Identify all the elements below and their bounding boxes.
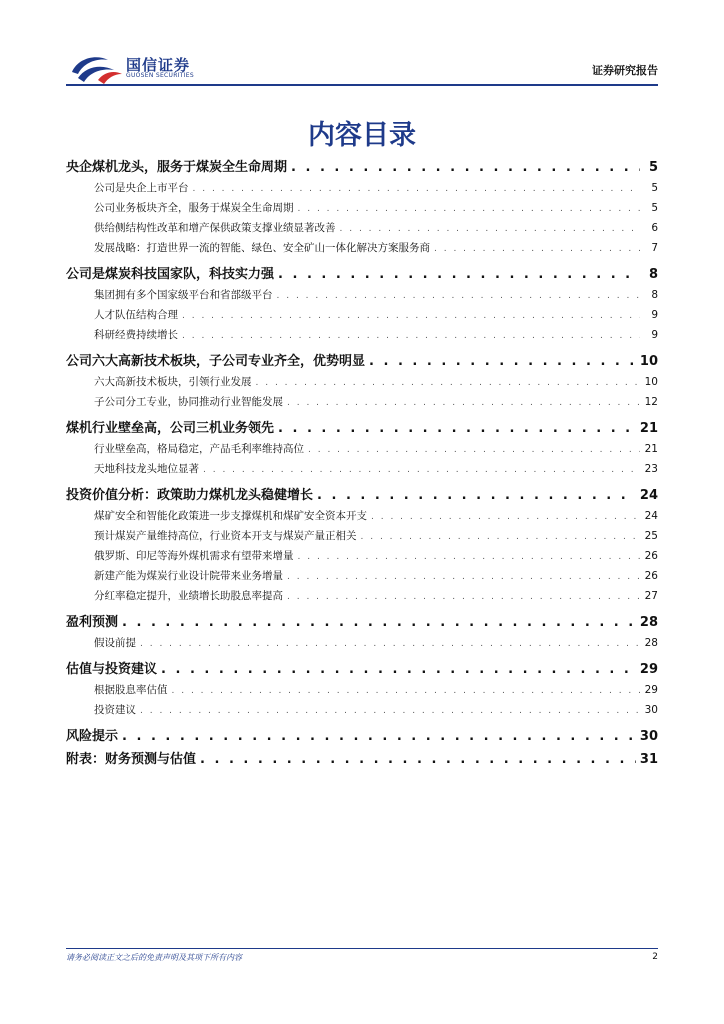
toc-entry-title: 估值与投资建议 <box>66 662 158 677</box>
page-header <box>66 50 658 84</box>
toc-entry-page: 9 <box>651 329 658 341</box>
toc-entry-page: 28 <box>639 615 658 630</box>
toc-dot-leader <box>278 421 636 436</box>
toc-entry[interactable] <box>66 528 658 543</box>
toc-dot-leader <box>308 445 640 455</box>
toc-dot-leader <box>278 267 640 282</box>
toc-entry-page: 8 <box>651 289 658 301</box>
toc-entry-page: 9 <box>651 309 658 321</box>
toc-entry-title: 新建产能为煤炭行业设计院带来业务增量 <box>94 570 283 582</box>
toc-entry-page: 7 <box>651 242 658 254</box>
toc-entry-page: 30 <box>644 704 658 716</box>
toc-dot-leader <box>122 615 636 630</box>
toc-entry-page: 21 <box>644 443 658 455</box>
toc-entry[interactable] <box>66 568 658 583</box>
toc-entry[interactable] <box>66 307 658 322</box>
toc-entry-title: 公司是央企上市平台 <box>94 182 189 194</box>
toc-entry-title: 公司六大高新技术板块，子公司专业齐全，优势明显 <box>66 354 366 369</box>
toc-entry-title: 假设前提 <box>94 637 136 649</box>
toc-entry[interactable] <box>66 548 658 563</box>
toc-entry[interactable] <box>66 508 658 523</box>
toc-entry-title: 预计煤炭产量维持高位，行业资本开支与煤炭产量正相关 <box>94 530 357 542</box>
toc-entry[interactable] <box>66 240 658 255</box>
toc-entry[interactable] <box>66 461 658 476</box>
toc-entry-title: 集团拥有多个国家级平台和省部级平台 <box>94 289 273 301</box>
toc-entry-page: 26 <box>644 550 658 562</box>
toc-entry[interactable] <box>66 635 658 650</box>
toc-entry-title: 俄罗斯、印尼等海外煤机需求有望带来增量 <box>94 550 294 562</box>
toc-dot-leader <box>172 686 641 696</box>
toc-entry[interactable] <box>66 725 658 744</box>
toc-dot-leader <box>287 572 640 582</box>
toc-entry-title: 行业壁垒高，格局稳定，产品毛利率维持高位 <box>94 443 304 455</box>
toc-dot-leader <box>140 639 640 649</box>
toc-entry-page: 27 <box>644 590 658 602</box>
toc-entry-page: 10 <box>644 376 658 388</box>
toc-entry[interactable] <box>66 417 658 436</box>
page-number: 2 <box>652 952 658 962</box>
toc-entry[interactable] <box>66 374 658 389</box>
toc-entry-page: 24 <box>644 510 658 522</box>
toc-entry-page: 5 <box>648 160 658 175</box>
toc-entry-title: 科研经费持续增长 <box>94 329 178 341</box>
toc-entry-page: 8 <box>648 267 658 282</box>
toc-entry-title: 附表：财务预测与估值 <box>66 752 197 767</box>
toc-entry-title: 六大高新技术板块，引领行业发展 <box>94 376 252 388</box>
toc-dot-leader <box>287 398 640 408</box>
logo-text-cn: 国信证券 <box>126 56 191 74</box>
header-divider <box>66 84 658 86</box>
toc-entry-title: 投资建议 <box>94 704 136 716</box>
toc-entry-title: 供给侧结构性改革和增产保供政策支撑业绩显著改善 <box>94 222 336 234</box>
toc-dot-leader <box>369 354 636 369</box>
toc-entry-page: 23 <box>644 463 658 475</box>
toc-entry-page: 12 <box>644 396 658 408</box>
toc-entry-page: 29 <box>644 684 658 696</box>
toc-entry-title: 子公司分工专业，协同推动行业智能发展 <box>94 396 283 408</box>
toc-entry[interactable] <box>66 350 658 369</box>
toc-dot-leader <box>287 592 640 602</box>
toc-dot-leader <box>193 184 641 194</box>
toc-entry[interactable] <box>66 156 658 175</box>
toc-entry-page: 21 <box>639 421 658 436</box>
toc-dot-leader <box>371 512 640 522</box>
toc-dot-leader <box>277 291 641 301</box>
toc-dot-leader <box>434 244 640 254</box>
toc-dot-leader <box>361 532 641 542</box>
guosen-logo <box>66 50 236 84</box>
toc-entry[interactable] <box>66 287 658 302</box>
toc-entry[interactable] <box>66 658 658 677</box>
toc-title: 内容目录 <box>308 120 416 151</box>
toc-dot-leader <box>200 752 636 767</box>
toc-dot-leader <box>340 224 641 234</box>
toc-entry-title: 投资价值分析：政策助力煤机龙头稳健增长 <box>66 488 314 503</box>
toc-entry-page: 25 <box>644 530 658 542</box>
toc-entry[interactable] <box>66 200 658 215</box>
toc-dot-leader <box>256 378 641 388</box>
toc-entry[interactable] <box>66 441 658 456</box>
toc-entry-title: 天地科技龙头地位显著 <box>94 463 199 475</box>
logo-text-en: GUOSEN SECURITIES <box>126 72 195 79</box>
toc-entry-page: 24 <box>639 488 658 503</box>
toc-entry-title: 盈利预测 <box>66 615 119 630</box>
toc-entry-title: 公司业务板块齐全，服务于煤炭全生命周期 <box>94 202 294 214</box>
toc-entry-title: 分红率稳定提升，业绩增长助股息率提高 <box>94 590 283 602</box>
toc-entry-title: 风险提示 <box>66 729 119 744</box>
toc-entry-title: 人才队伍结构合理 <box>94 309 178 321</box>
toc-entry-page: 6 <box>651 222 658 234</box>
toc-entry[interactable] <box>66 484 658 503</box>
toc-entry-page: 5 <box>651 182 658 194</box>
toc-entry[interactable] <box>66 327 658 342</box>
toc-dot-leader <box>298 552 641 562</box>
toc-entry-page: 5 <box>651 202 658 214</box>
toc-entry-page: 28 <box>644 637 658 649</box>
toc-entry[interactable] <box>66 748 658 767</box>
toc-dot-leader <box>203 465 640 475</box>
toc-entry[interactable] <box>66 220 658 235</box>
toc-entry-title: 公司是煤炭科技国家队，科技实力强 <box>66 267 275 282</box>
toc-entry[interactable] <box>66 180 658 195</box>
toc-entry-title: 根据股息率估值 <box>94 684 168 696</box>
toc-entry-page: 31 <box>639 752 658 767</box>
toc-dot-leader <box>298 204 641 214</box>
toc-dot-leader <box>122 729 636 744</box>
toc-dot-leader <box>182 331 640 341</box>
toc-entry-page: 30 <box>639 729 658 744</box>
toc-entry-title: 煤机行业壁垒高，公司三机业务领先 <box>66 421 275 436</box>
toc-entry[interactable] <box>66 611 658 630</box>
toc-entry-page: 10 <box>639 354 658 369</box>
guosen-logo-icon <box>68 52 124 84</box>
toc-entry[interactable] <box>66 394 658 409</box>
toc-entry-page: 29 <box>639 662 658 677</box>
toc-dot-leader <box>291 160 640 175</box>
toc-dot-leader <box>317 488 636 503</box>
toc-entry-title: 发展战略：打造世界一流的智能、绿色、安全矿山一体化解决方案服务商 <box>94 242 430 254</box>
toc-entry-title: 央企煤机龙头，服务于煤炭全生命周期 <box>66 160 288 175</box>
toc-dot-leader <box>140 706 640 716</box>
toc-entry[interactable] <box>66 702 658 717</box>
toc-entry-page: 26 <box>644 570 658 582</box>
footer-disclaimer: 请务必阅读正文之后的免责声明及其项下所有内容 <box>66 953 242 962</box>
toc-dot-leader <box>182 311 640 321</box>
footer-divider <box>66 948 658 949</box>
toc-entry[interactable] <box>66 682 658 697</box>
toc-entry[interactable] <box>66 588 658 603</box>
toc-entry-title: 煤矿安全和智能化政策进一步支撑煤机和煤矿安全资本开支 <box>94 510 367 522</box>
toc-dot-leader <box>161 662 636 677</box>
toc-entry[interactable] <box>66 263 658 282</box>
report-type-label: 证券研究报告 <box>592 64 658 77</box>
